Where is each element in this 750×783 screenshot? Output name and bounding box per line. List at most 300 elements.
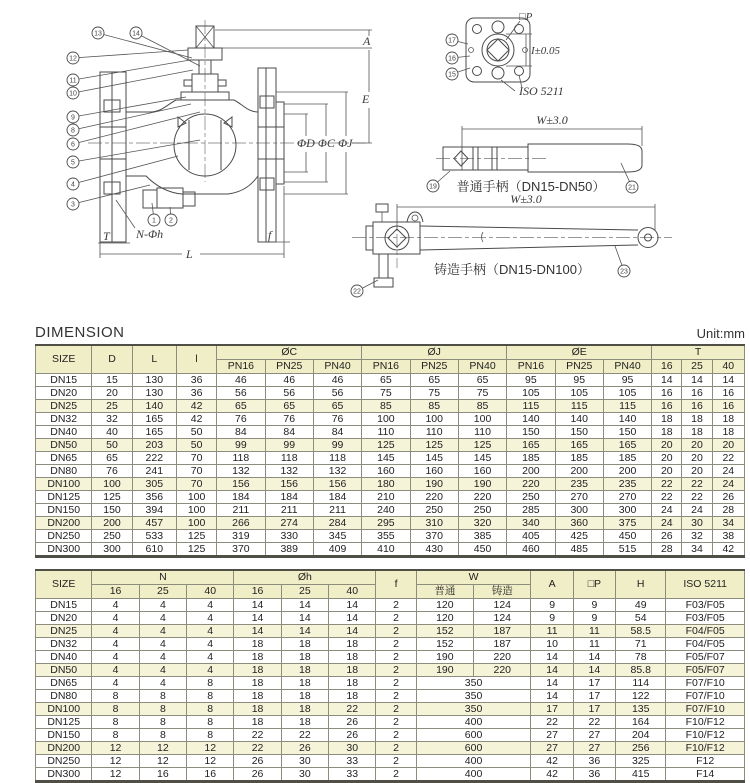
table-cell: 4 xyxy=(187,625,234,638)
table-cell: 26 xyxy=(234,768,281,782)
table-cell: 110 xyxy=(410,426,458,439)
part-balloon xyxy=(67,112,200,150)
table-cell: 27 xyxy=(531,742,573,755)
dim-label-w2: W±3.0 xyxy=(510,192,542,206)
table-cell: 12 xyxy=(92,768,139,782)
table-cell: 8 xyxy=(139,690,186,703)
column-header: SIZE xyxy=(36,345,92,374)
column-header: PN16 xyxy=(507,360,555,374)
table-cell: 210 xyxy=(362,491,410,504)
table-cell: 145 xyxy=(458,452,506,465)
table-cell: 2 xyxy=(376,677,416,690)
table-cell: 8 xyxy=(187,703,234,716)
table-cell: 9 xyxy=(531,599,573,612)
table-cell: 85 xyxy=(362,400,410,413)
column-header: 40 xyxy=(712,360,744,374)
table-cell: 4 xyxy=(92,625,139,638)
table-cell: 18 xyxy=(281,703,328,716)
table-cell: 610 xyxy=(132,543,176,557)
table-cell: 400 xyxy=(416,716,531,729)
table-cell: 250 xyxy=(92,530,132,543)
table-cell: 8 xyxy=(139,716,186,729)
table-cell: 100 xyxy=(176,504,216,517)
table-cell: 250 xyxy=(458,504,506,517)
table-row xyxy=(36,599,745,612)
table-cell: 22 xyxy=(531,716,573,729)
table-cell: 2 xyxy=(376,716,416,729)
table-cell: 20 xyxy=(682,465,712,478)
table-cell: 65 xyxy=(265,400,313,413)
part-balloon-number: 14 xyxy=(132,30,140,38)
column-header: 16 xyxy=(652,360,682,374)
table-row xyxy=(36,491,745,504)
table-cell: 99 xyxy=(265,439,313,452)
table-cell: DN40 xyxy=(36,651,92,664)
table-cell: DN25 xyxy=(36,625,92,638)
table-cell: 270 xyxy=(555,491,603,504)
table-cell: 350 xyxy=(416,703,531,716)
table-cell: 26 xyxy=(712,491,744,504)
column-header: 普通 xyxy=(416,585,473,599)
column-header: D xyxy=(92,345,132,374)
table-cell: DN32 xyxy=(36,413,92,426)
column-header: SIZE xyxy=(36,570,92,599)
table-cell: 9 xyxy=(573,612,615,625)
part-balloon-number: 22 xyxy=(353,288,361,296)
table-row xyxy=(36,651,745,664)
table-cell: 270 xyxy=(603,491,651,504)
iso5211-flange-drawing xyxy=(466,11,564,98)
table-cell: 118 xyxy=(217,452,265,465)
table-cell: 2 xyxy=(376,729,416,742)
table-cell: 8 xyxy=(139,729,186,742)
part-balloon xyxy=(427,171,450,192)
table-cell: 4 xyxy=(187,664,234,677)
table-cell: 100 xyxy=(92,478,132,491)
table-cell: F07/F10 xyxy=(666,677,745,690)
table-cell: 20 xyxy=(682,439,712,452)
table-cell: 34 xyxy=(712,517,744,530)
table-cell: 118 xyxy=(313,452,361,465)
table-cell: 18 xyxy=(329,677,376,690)
part-balloon-number: 1 xyxy=(152,217,156,225)
table-cell: 56 xyxy=(265,387,313,400)
table-cell: 28 xyxy=(652,543,682,557)
table-cell: 14 xyxy=(682,374,712,387)
column-header: PN25 xyxy=(555,360,603,374)
table-cell: 160 xyxy=(362,465,410,478)
table-cell: 156 xyxy=(217,478,265,491)
table-cell: 85 xyxy=(410,400,458,413)
column-header: PN16 xyxy=(217,360,265,374)
table-cell: DN100 xyxy=(36,703,92,716)
table-cell: 160 xyxy=(410,465,458,478)
table-cell: 50 xyxy=(92,439,132,452)
table-row xyxy=(36,517,745,530)
table-row xyxy=(36,612,745,625)
table-cell: 17 xyxy=(573,690,615,703)
table-cell: 125 xyxy=(92,491,132,504)
table-cell: F03/F05 xyxy=(666,612,745,625)
table-cell: 20 xyxy=(652,452,682,465)
table-cell: DN300 xyxy=(36,543,92,557)
table-cell: 18 xyxy=(234,690,281,703)
table-cell: 132 xyxy=(217,465,265,478)
column-header: 16 xyxy=(92,585,139,599)
table-cell: 34 xyxy=(682,543,712,557)
table-cell: 150 xyxy=(603,426,651,439)
table-cell: 18 xyxy=(329,664,376,677)
table-cell: F05/F07 xyxy=(666,651,745,664)
part-balloon-number: 16 xyxy=(448,55,456,63)
table-cell: 14 xyxy=(531,651,573,664)
table-cell: 4 xyxy=(139,677,186,690)
table-cell: 14 xyxy=(234,599,281,612)
column-header: PN25 xyxy=(410,360,458,374)
table-cell: 533 xyxy=(132,530,176,543)
table-cell: 200 xyxy=(507,465,555,478)
table-cell: 325 xyxy=(616,755,666,768)
table-cell: 14 xyxy=(234,612,281,625)
table-cell: 184 xyxy=(313,491,361,504)
table-cell: 22 xyxy=(573,716,615,729)
table-row xyxy=(36,664,745,677)
table-cell: 18 xyxy=(652,426,682,439)
table-cell: DN100 xyxy=(36,478,92,491)
table-row xyxy=(36,729,745,742)
column-header: 25 xyxy=(139,585,186,599)
dim-label-l: L xyxy=(186,247,193,261)
table-row xyxy=(36,452,745,465)
table-cell: 185 xyxy=(555,452,603,465)
table-cell: 375 xyxy=(603,517,651,530)
table-cell: 305 xyxy=(132,478,176,491)
table-cell: 241 xyxy=(132,465,176,478)
table-cell: 16 xyxy=(187,768,234,782)
table-cell: 140 xyxy=(507,413,555,426)
table-cell: 14 xyxy=(234,625,281,638)
table-cell: 38 xyxy=(712,530,744,543)
table-cell: 457 xyxy=(132,517,176,530)
table-cell: 220 xyxy=(458,491,506,504)
table-cell: DN300 xyxy=(36,768,92,782)
part-balloon-number: 11 xyxy=(69,77,77,85)
column-header: Øh xyxy=(234,570,376,585)
table-cell: 8 xyxy=(187,729,234,742)
header-row xyxy=(36,345,745,360)
table-cell: 319 xyxy=(217,530,265,543)
table-cell: 220 xyxy=(474,651,531,664)
table-cell: 84 xyxy=(265,426,313,439)
table-cell: 320 xyxy=(458,517,506,530)
table-cell: DN200 xyxy=(36,742,92,755)
table-cell: 250 xyxy=(410,504,458,517)
column-header: ØC xyxy=(217,345,362,360)
table-cell: 124 xyxy=(474,612,531,625)
table-cell: 140 xyxy=(603,413,651,426)
table-cell: 4 xyxy=(92,651,139,664)
table-row xyxy=(36,716,745,729)
table-cell: 356 xyxy=(132,491,176,504)
table-cell: 22 xyxy=(281,729,328,742)
table-cell: 24 xyxy=(712,465,744,478)
table-cell: 20 xyxy=(652,465,682,478)
column-header: f xyxy=(376,570,416,599)
table-cell: 425 xyxy=(555,530,603,543)
table-cell: DN20 xyxy=(36,612,92,625)
table-cell: 18 xyxy=(329,651,376,664)
table-cell: 56 xyxy=(313,387,361,400)
table-cell: 42 xyxy=(176,400,216,413)
table-cell: 152 xyxy=(416,638,473,651)
table-cell: 410 xyxy=(362,543,410,557)
part-balloon-number: 12 xyxy=(69,55,77,63)
table-cell: 65 xyxy=(92,452,132,465)
table-cell: 14 xyxy=(573,651,615,664)
table-cell: 430 xyxy=(410,543,458,557)
table-cell: 485 xyxy=(555,543,603,557)
table-cell: 184 xyxy=(265,491,313,504)
table-cell: 33 xyxy=(329,755,376,768)
table-cell: 24 xyxy=(712,478,744,491)
table-cell: 76 xyxy=(217,413,265,426)
table-cell: 16 xyxy=(682,387,712,400)
column-header: PN40 xyxy=(313,360,361,374)
table-cell: 18 xyxy=(234,651,281,664)
table-row xyxy=(36,742,745,755)
table-cell: DN80 xyxy=(36,690,92,703)
table-cell: 36 xyxy=(176,387,216,400)
table-cell: 40 xyxy=(92,426,132,439)
part-balloon xyxy=(165,207,177,226)
table-cell: 2 xyxy=(376,664,416,677)
table-cell: 190 xyxy=(458,478,506,491)
table-cell: 8 xyxy=(187,716,234,729)
table-cell: 165 xyxy=(132,413,176,426)
table-cell: 165 xyxy=(507,439,555,452)
table-cell: 17 xyxy=(573,677,615,690)
table-cell: 211 xyxy=(313,504,361,517)
dim-label-e: E xyxy=(362,92,370,106)
table-cell: 42 xyxy=(176,413,216,426)
table-cell: DN250 xyxy=(36,755,92,768)
table-cell: 235 xyxy=(555,478,603,491)
table-cell: 22 xyxy=(234,742,281,755)
table-cell: 26 xyxy=(329,729,376,742)
table-cell: 54 xyxy=(616,612,666,625)
table-cell: 2 xyxy=(376,690,416,703)
table-cell: 2 xyxy=(376,755,416,768)
table-cell: 415 xyxy=(616,768,666,782)
table-cell: 105 xyxy=(507,387,555,400)
table-row xyxy=(36,625,745,638)
table-cell: 350 xyxy=(416,690,531,703)
table-cell: 18 xyxy=(234,703,281,716)
table-cell: 145 xyxy=(410,452,458,465)
table-cell: 100 xyxy=(362,413,410,426)
dim-label-dcj: ΦD ΦC ΦJ xyxy=(297,136,353,150)
column-header: PN25 xyxy=(265,360,313,374)
table-cell: 42 xyxy=(531,755,573,768)
table-cell: 4 xyxy=(92,677,139,690)
table-cell: 84 xyxy=(217,426,265,439)
part-balloon xyxy=(67,156,178,190)
table-cell: 330 xyxy=(265,530,313,543)
table-cell: 16 xyxy=(712,400,744,413)
table-cell: 16 xyxy=(682,400,712,413)
table-cell: 17 xyxy=(531,703,573,716)
table-cell: 14 xyxy=(573,664,615,677)
table-cell: 99 xyxy=(313,439,361,452)
table-cell: 110 xyxy=(458,426,506,439)
table-cell: 4 xyxy=(139,625,186,638)
table-cell: DN32 xyxy=(36,638,92,651)
table-cell: F03/F05 xyxy=(666,599,745,612)
column-header: PN16 xyxy=(362,360,410,374)
table-cell: 220 xyxy=(507,478,555,491)
table-cell: 18 xyxy=(281,638,328,651)
table-cell: 105 xyxy=(555,387,603,400)
table-cell: 27 xyxy=(531,729,573,742)
table-cell: F05/F07 xyxy=(666,664,745,677)
part-balloon-number: 2 xyxy=(169,217,173,225)
table-cell: 266 xyxy=(217,517,265,530)
table-cell: 95 xyxy=(555,374,603,387)
table-cell: 370 xyxy=(217,543,265,557)
table-cell: 2 xyxy=(376,768,416,782)
iso5211-label: ISO 5211 xyxy=(519,84,564,98)
table-cell: 4 xyxy=(187,638,234,651)
table-cell: 180 xyxy=(362,478,410,491)
table-cell: 42 xyxy=(712,543,744,557)
table-cell: 222 xyxy=(132,452,176,465)
table-cell: 130 xyxy=(132,374,176,387)
column-header: 40 xyxy=(329,585,376,599)
table-cell: 14 xyxy=(652,374,682,387)
table-row xyxy=(36,703,745,716)
table-row xyxy=(36,768,745,782)
table-cell: 4 xyxy=(139,664,186,677)
column-header: W xyxy=(416,570,531,585)
table-cell: 100 xyxy=(176,517,216,530)
table-cell: DN125 xyxy=(36,716,92,729)
table-cell: 85 xyxy=(458,400,506,413)
table-cell: 8 xyxy=(139,703,186,716)
table-cell: 310 xyxy=(410,517,458,530)
table-cell: 400 xyxy=(416,755,531,768)
table-cell: 274 xyxy=(265,517,313,530)
table-cell: 211 xyxy=(217,504,265,517)
table-cell: 350 xyxy=(416,677,531,690)
table-cell: 284 xyxy=(313,517,361,530)
table-cell: 26 xyxy=(281,742,328,755)
table-cell: 409 xyxy=(313,543,361,557)
table-cell: 12 xyxy=(139,755,186,768)
table-cell: 115 xyxy=(603,400,651,413)
dim-label-t: T xyxy=(103,229,110,243)
table-cell: 125 xyxy=(410,439,458,452)
table-row xyxy=(36,465,745,478)
plain-handle-label: 普通手柄（DN15-DN50） xyxy=(456,179,606,194)
table-cell: 220 xyxy=(474,664,531,677)
dimension-title: DIMENSION xyxy=(35,324,125,341)
dim-label-a: A xyxy=(363,34,371,48)
table-cell: 164 xyxy=(616,716,666,729)
table-cell: DN50 xyxy=(36,439,92,452)
table-cell: 8 xyxy=(92,690,139,703)
table-row xyxy=(36,530,745,543)
valve-section-drawing xyxy=(88,20,372,261)
table-cell: 46 xyxy=(265,374,313,387)
table-cell: 14 xyxy=(281,612,328,625)
column-header: T xyxy=(652,345,745,360)
table-cell: 14 xyxy=(329,625,376,638)
table-cell: 405 xyxy=(507,530,555,543)
column-header: PN40 xyxy=(603,360,651,374)
table-cell: 515 xyxy=(603,543,651,557)
part-balloon-number: 17 xyxy=(448,37,456,45)
table-cell: 4 xyxy=(139,638,186,651)
table-cell: 152 xyxy=(416,625,473,638)
table-cell: 211 xyxy=(265,504,313,517)
table-cell: 156 xyxy=(313,478,361,491)
table-cell: 150 xyxy=(92,504,132,517)
table-cell: 70 xyxy=(176,465,216,478)
table-cell: 95 xyxy=(603,374,651,387)
table-cell: 11 xyxy=(531,625,573,638)
table-cell: 22 xyxy=(329,703,376,716)
table-cell: 36 xyxy=(573,755,615,768)
table-cell: F10/F12 xyxy=(666,716,745,729)
table-cell: 135 xyxy=(616,703,666,716)
table-row xyxy=(36,677,745,690)
table-cell: 120 xyxy=(416,612,473,625)
table-cell: 18 xyxy=(281,677,328,690)
column-header: A xyxy=(531,570,573,599)
column-header: l xyxy=(176,345,216,374)
part-balloon xyxy=(351,280,378,297)
table-cell: 115 xyxy=(555,400,603,413)
table-cell: 30 xyxy=(281,768,328,782)
table-cell: F10/F12 xyxy=(666,729,745,742)
table-cell: 14 xyxy=(531,690,573,703)
table-cell: 18 xyxy=(682,413,712,426)
table-cell: DN80 xyxy=(36,465,92,478)
table-cell: 65 xyxy=(313,400,361,413)
table-cell: 15 xyxy=(92,374,132,387)
table-cell: 24 xyxy=(652,517,682,530)
table-cell: 70 xyxy=(176,478,216,491)
table-cell: 389 xyxy=(265,543,313,557)
table-cell: 16 xyxy=(139,768,186,782)
table-cell: F07/F10 xyxy=(666,690,745,703)
table-cell: 187 xyxy=(474,625,531,638)
table-cell: 75 xyxy=(410,387,458,400)
table-cell: 300 xyxy=(555,504,603,517)
table-cell: 76 xyxy=(313,413,361,426)
table-cell: 600 xyxy=(416,742,531,755)
table-row xyxy=(36,543,745,557)
column-header: ØE xyxy=(507,345,652,360)
table-cell: 84 xyxy=(313,426,361,439)
table-cell: 32 xyxy=(682,530,712,543)
table-cell: 58.5 xyxy=(616,625,666,638)
table-cell: 140 xyxy=(555,413,603,426)
table-cell: 49 xyxy=(616,599,666,612)
table-cell: 130 xyxy=(132,387,176,400)
table-cell: DN250 xyxy=(36,530,92,543)
dim-label-f: f xyxy=(268,228,272,242)
